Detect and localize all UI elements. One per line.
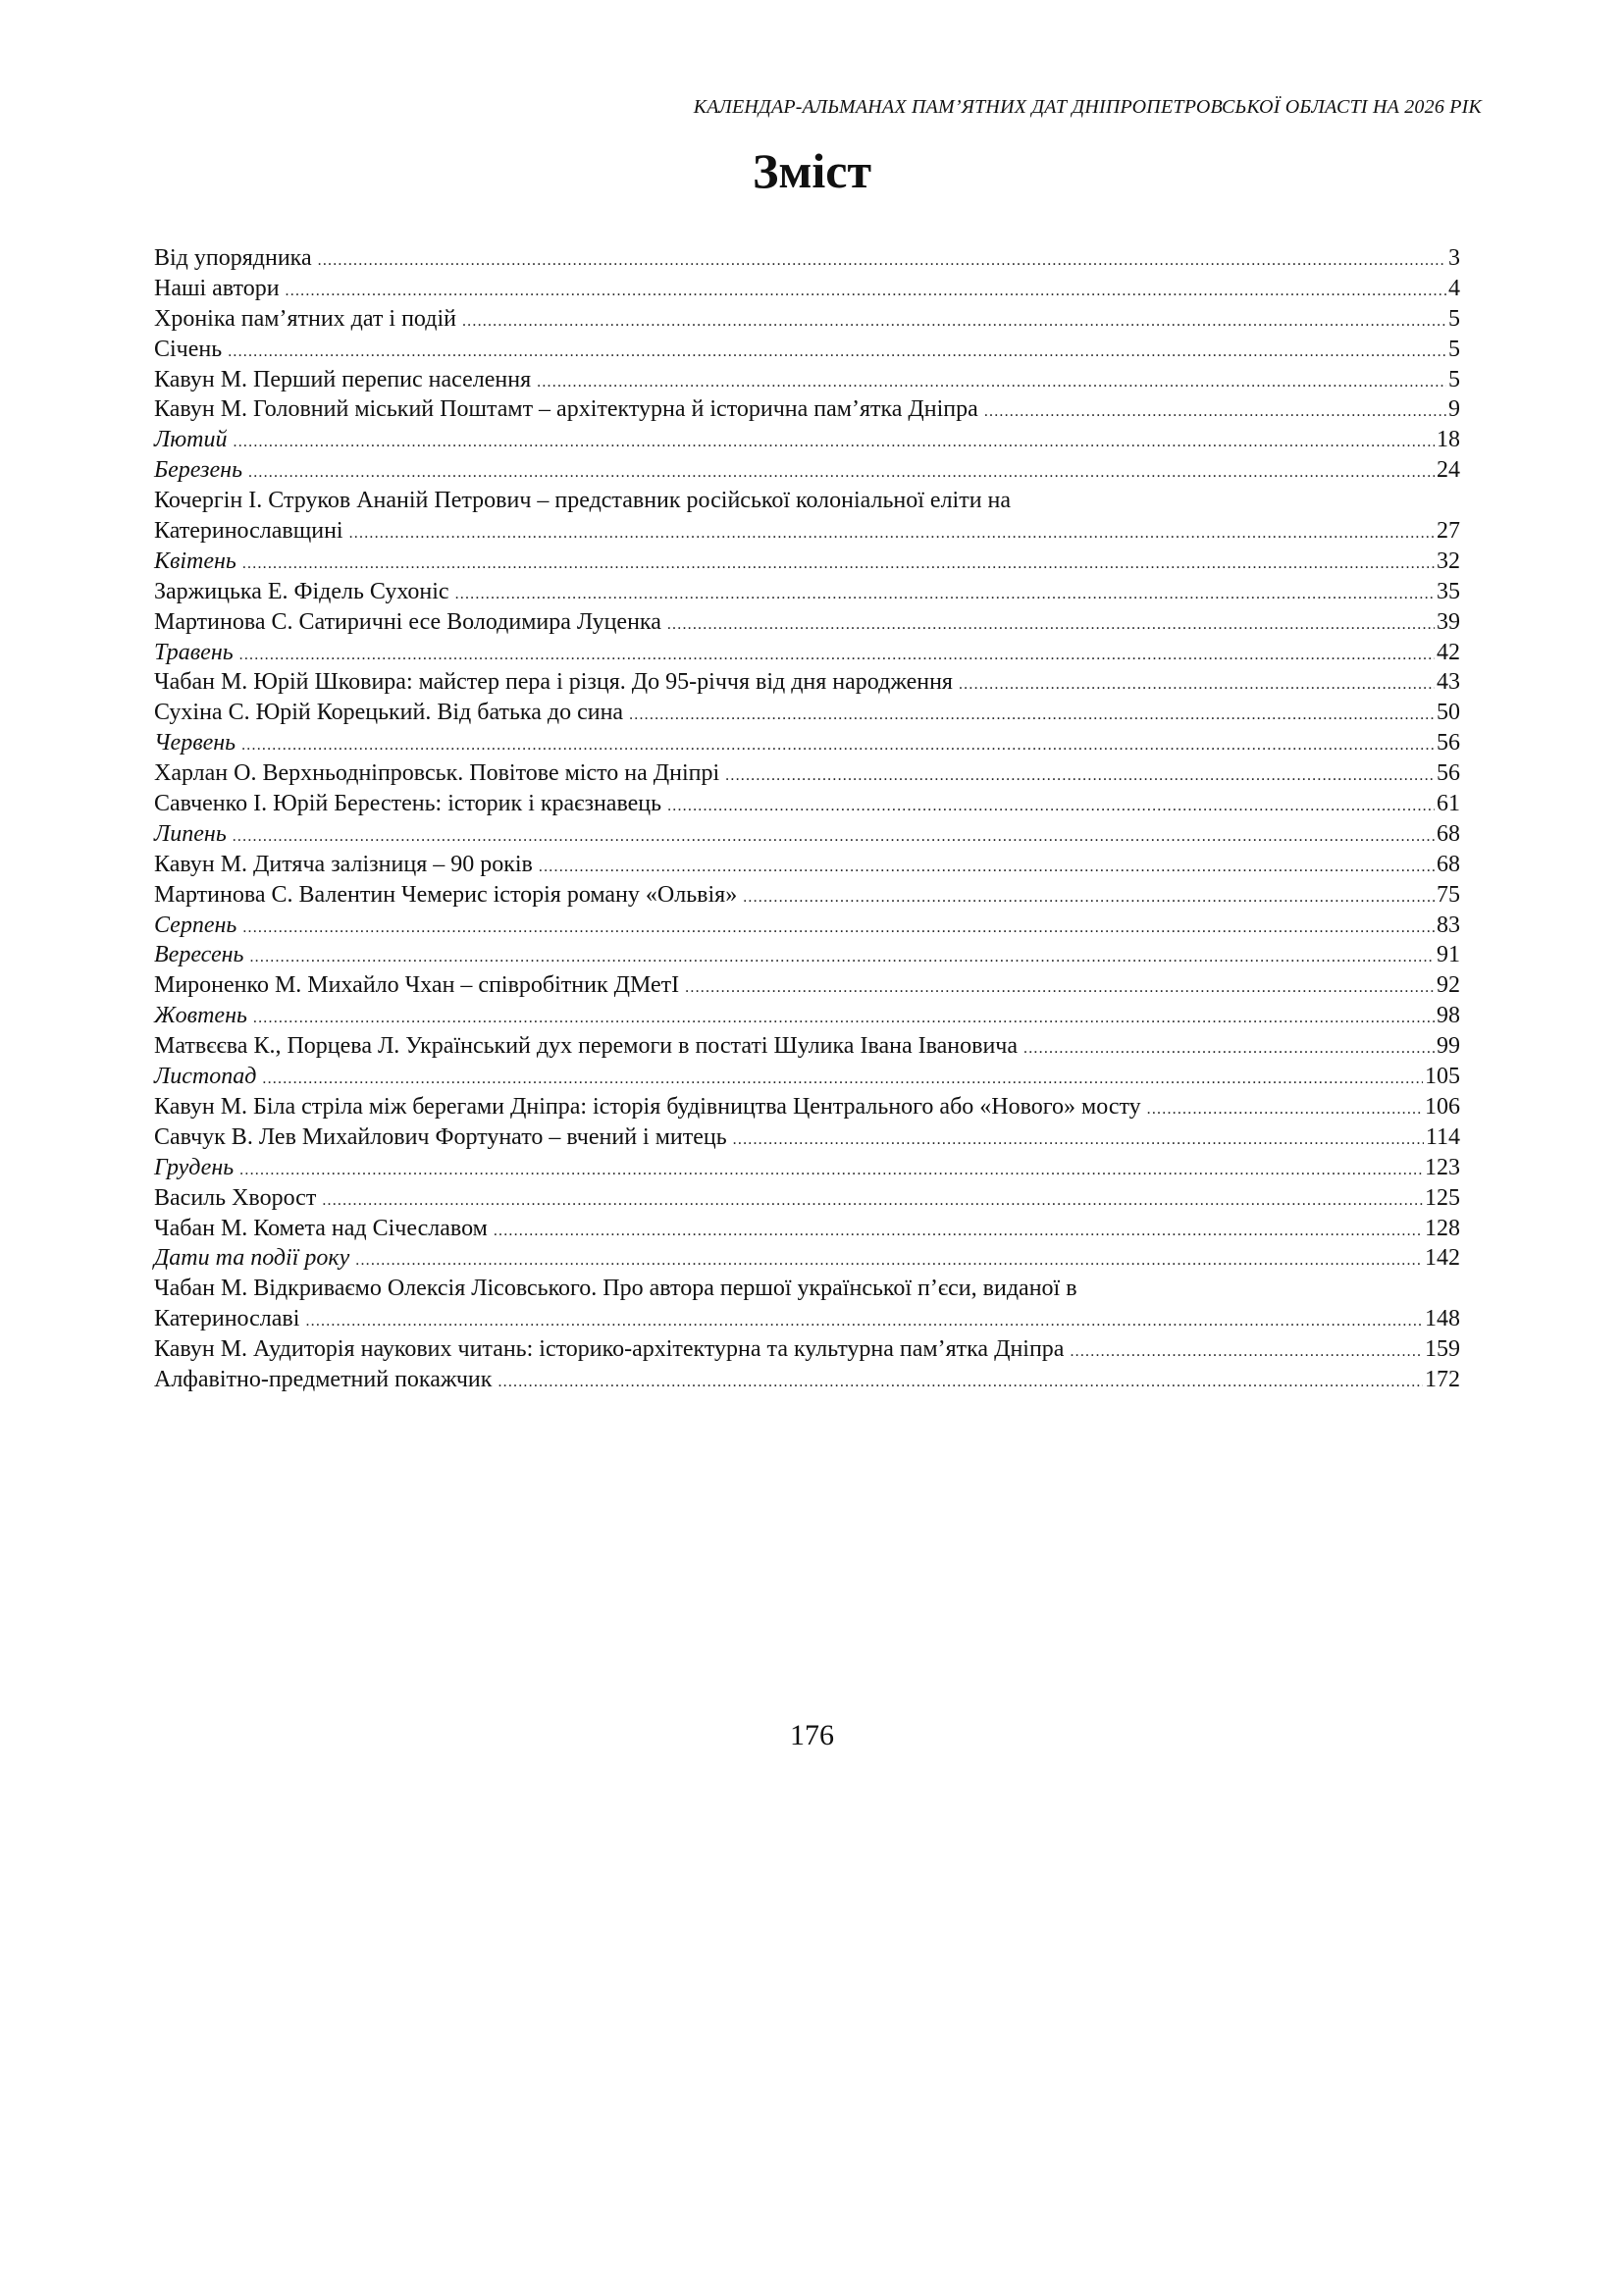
toc-entry[interactable] — [154, 1031, 1460, 1062]
toc-entry[interactable] — [154, 667, 1460, 698]
toc-entry[interactable] — [154, 607, 1460, 638]
toc-entry-title: Кавун М. Головний міський Поштамт – архітектурна й історична пам’ятка Дніпра — [154, 396, 978, 423]
dot-leader — [462, 307, 1446, 338]
toc-entry[interactable] — [154, 425, 1460, 455]
dot-leader — [984, 397, 1446, 428]
toc-entry-page: 159 — [1425, 1336, 1460, 1363]
toc-entry-page: 99 — [1437, 1033, 1460, 1060]
toc-entry[interactable] — [154, 243, 1460, 274]
toc-entry-page: 4 — [1448, 275, 1460, 301]
dot-leader — [349, 519, 1435, 549]
toc-entry-title: Заржицька Е. Фідель Сухоніс — [154, 578, 449, 604]
dot-leader — [241, 731, 1435, 761]
toc-entry-title: Савчук В. Лев Михайлович Фортунато – вчений і митець — [154, 1123, 727, 1150]
toc-entry-title: Харлан О. Верхньодніпровськ. Повітове місто на Дніпрі — [154, 760, 720, 787]
toc-entry[interactable] — [154, 274, 1460, 304]
toc-entry[interactable] — [154, 1001, 1460, 1031]
toc-entry-title: Вересень — [154, 942, 244, 968]
dot-leader — [286, 277, 1446, 307]
toc-entry[interactable] — [154, 1214, 1460, 1244]
dot-leader — [733, 1125, 1424, 1156]
dot-leader — [318, 246, 1446, 277]
dot-leader — [1070, 1337, 1423, 1368]
toc-entry-title: Грудень — [154, 1154, 235, 1180]
toc-entry-title: Савченко І. Юрій Берестень: історик і краєзнавець — [154, 791, 662, 817]
toc-entry-page: 91 — [1437, 942, 1460, 968]
dot-leader — [725, 761, 1435, 792]
toc-entry-page: 106 — [1425, 1093, 1460, 1120]
toc-entry-title: Наші автори — [154, 275, 280, 301]
toc-entry-title: Кавун М. Перший перепис населення — [154, 366, 532, 392]
toc-entry-page: 105 — [1425, 1064, 1460, 1090]
toc-entry[interactable] — [154, 1243, 1460, 1274]
toc-entry-page: 148 — [1425, 1306, 1460, 1332]
dot-leader — [228, 338, 1446, 368]
dot-leader — [248, 458, 1435, 489]
toc-entry-title: Квітень — [154, 548, 236, 574]
toc-entry-page: 56 — [1437, 730, 1460, 756]
dot-leader — [743, 883, 1435, 913]
dot-leader — [1023, 1034, 1435, 1065]
toc-entry-page: 75 — [1437, 881, 1460, 908]
dot-leader — [355, 1246, 1423, 1277]
toc-entry[interactable] — [154, 880, 1460, 911]
dot-leader — [667, 610, 1435, 641]
dot-leader — [667, 792, 1435, 822]
toc-entry-page: 39 — [1437, 608, 1460, 635]
toc-entry[interactable] — [154, 1183, 1460, 1214]
toc-entry-page: 3 — [1448, 245, 1460, 271]
toc-entry[interactable] — [154, 911, 1460, 941]
dot-leader — [322, 1186, 1423, 1217]
toc-entry[interactable] — [154, 394, 1460, 425]
dot-leader — [494, 1217, 1423, 1247]
toc-entry-title: Чабан М. Юрій Шковира: майстер пера і різця. До 95-річчя від дня народження — [154, 669, 953, 696]
toc-entry-page: 142 — [1425, 1245, 1460, 1272]
dot-leader — [242, 913, 1435, 944]
toc-entry-page: 18 — [1437, 427, 1460, 453]
page-title: Зміст — [752, 143, 872, 198]
page-number: 176 — [790, 1719, 834, 1751]
dot-leader — [234, 428, 1435, 458]
toc-entry-title: Мартинова С. Валентин Чемерис історія роману «Ольвія» — [154, 881, 738, 908]
toc-entry-title: Січень — [154, 336, 223, 362]
toc-entry[interactable] — [154, 940, 1460, 970]
toc-entry[interactable] — [154, 577, 1460, 607]
toc-entry[interactable] — [154, 1092, 1460, 1122]
toc-entry-page: 5 — [1448, 305, 1460, 332]
toc-entry[interactable] — [154, 819, 1460, 850]
toc-entry-title: Чабан М. Комета над Січеславом — [154, 1215, 488, 1241]
dot-leader — [239, 1156, 1423, 1186]
dot-leader — [959, 670, 1435, 701]
toc-entry-title: Сухіна С. Юрій Корецький. Від батька до сина — [154, 700, 624, 726]
toc-entry[interactable] — [154, 547, 1460, 577]
dot-leader — [539, 853, 1435, 883]
toc-entry-page: 5 — [1448, 366, 1460, 392]
toc-entry[interactable] — [154, 335, 1460, 365]
toc-entry[interactable] — [154, 1334, 1460, 1365]
toc-entry-title: Кавун М. Аудиторія наукових читань: історико-архітектурна та культурна пам’ятка Дніпра — [154, 1336, 1065, 1363]
toc-entry-title: Кавун М. Біла стріла між берегами Дніпра: історія будівництва Центрального або «Нового» мосту — [154, 1093, 1141, 1120]
toc-entry[interactable] — [154, 304, 1460, 335]
dot-leader — [262, 1065, 1423, 1095]
dot-leader — [305, 1307, 1423, 1337]
toc-entry[interactable] — [154, 1153, 1460, 1183]
toc-entry-title: Василь Хворост — [154, 1184, 317, 1211]
dot-leader — [249, 943, 1435, 973]
toc-entry[interactable] — [154, 1365, 1460, 1395]
toc-entry-title: Серпень — [154, 912, 237, 938]
toc-entry-page: 92 — [1437, 972, 1460, 999]
table-of-contents — [154, 243, 1460, 1395]
toc-entry-title: Хроніка пам’ятних дат і подій — [154, 305, 456, 332]
toc-entry-title: Чабан М. Відкриваємо Олексія Лісовського. Про автора першої української п’єси, виданої в — [154, 1276, 1077, 1302]
toc-entry-title: Кочергін І. Струков Ананій Петрович – представник російської колоніальної еліти на — [154, 488, 1012, 514]
toc-entry[interactable] — [154, 486, 1460, 547]
toc-entry-title-continued: Катеринославщині — [154, 518, 343, 545]
toc-entry[interactable] — [154, 1274, 1460, 1334]
toc-entry[interactable] — [154, 365, 1460, 395]
toc-entry-title-continued: Катеринославі — [154, 1306, 300, 1332]
toc-entry-page: 35 — [1437, 578, 1460, 604]
toc-entry-page: 9 — [1448, 396, 1460, 423]
toc-entry-title: Дати та події року — [154, 1245, 350, 1272]
toc-entry-page: 56 — [1437, 760, 1460, 787]
toc-entry-page: 123 — [1425, 1154, 1460, 1180]
toc-entry-page: 128 — [1425, 1215, 1460, 1241]
toc-entry-title: Мироненко М. Михайло Чхан – співробітник ДМетІ — [154, 972, 680, 999]
toc-entry-title: Матвєєва К., Порцева Л. Український дух перемоги в постаті Шулика Івана Івановича — [154, 1033, 1019, 1060]
toc-entry[interactable] — [154, 698, 1460, 728]
dot-leader — [537, 368, 1446, 398]
running-header: КАЛЕНДАР-АЛЬМАНАХ ПАМ’ЯТНИХ ДАТ ДНІПРОПЕТРОВСЬКОЇ ОБЛАСТІ НА 2026 РІК — [693, 96, 1482, 118]
toc-entry-page: 5 — [1448, 336, 1460, 362]
toc-entry-page: 172 — [1425, 1366, 1460, 1392]
toc-entry-page: 68 — [1437, 851, 1460, 877]
toc-entry-title: Кавун М. Дитяча залізниця – 90 років — [154, 851, 533, 877]
dot-leader — [629, 701, 1435, 731]
toc-entry[interactable] — [154, 728, 1460, 758]
toc-entry-page: 114 — [1425, 1123, 1460, 1150]
dot-leader — [1147, 1095, 1423, 1125]
toc-entry[interactable] — [154, 638, 1460, 668]
dot-leader — [498, 1368, 1423, 1398]
dot-leader — [233, 822, 1435, 853]
toc-entry-title: Жовтень — [154, 1003, 247, 1029]
toc-entry-page: 50 — [1437, 700, 1460, 726]
toc-entry-title: Травень — [154, 639, 234, 665]
dot-leader — [685, 973, 1435, 1004]
toc-entry-title: Липень — [154, 820, 227, 847]
toc-entry[interactable] — [154, 758, 1460, 789]
toc-entry[interactable] — [154, 789, 1460, 819]
toc-entry-title: Березень — [154, 457, 242, 484]
toc-entry[interactable] — [154, 970, 1460, 1001]
toc-entry-title: Від упорядника — [154, 245, 312, 271]
toc-entry-title: Лютий — [154, 427, 228, 453]
toc-entry-page: 61 — [1437, 791, 1460, 817]
toc-entry-title: Мартинова С. Сатиричні есе Володимира Луценка — [154, 608, 661, 635]
toc-entry[interactable] — [154, 1122, 1460, 1153]
dot-leader — [455, 580, 1435, 610]
toc-entry[interactable] — [154, 1062, 1460, 1092]
dot-leader — [242, 549, 1435, 580]
toc-entry-page: 125 — [1425, 1184, 1460, 1211]
toc-entry-title: Листопад — [154, 1064, 257, 1090]
toc-entry-page: 83 — [1437, 912, 1460, 938]
toc-entry-page: 43 — [1437, 669, 1460, 696]
toc-entry[interactable] — [154, 455, 1460, 486]
toc-entry-page: 24 — [1437, 457, 1460, 484]
dot-leader — [253, 1004, 1435, 1034]
toc-entry-page: 68 — [1437, 820, 1460, 847]
dot-leader — [239, 641, 1435, 671]
toc-entry-page: 32 — [1437, 548, 1460, 574]
toc-entry[interactable] — [154, 850, 1460, 880]
toc-entry-page: 42 — [1437, 639, 1460, 665]
toc-entry-page: 27 — [1437, 518, 1460, 545]
toc-entry-page: 98 — [1437, 1003, 1460, 1029]
toc-entry-title: Алфавітно-предметний покажчик — [154, 1366, 493, 1392]
toc-entry-title: Червень — [154, 730, 236, 756]
